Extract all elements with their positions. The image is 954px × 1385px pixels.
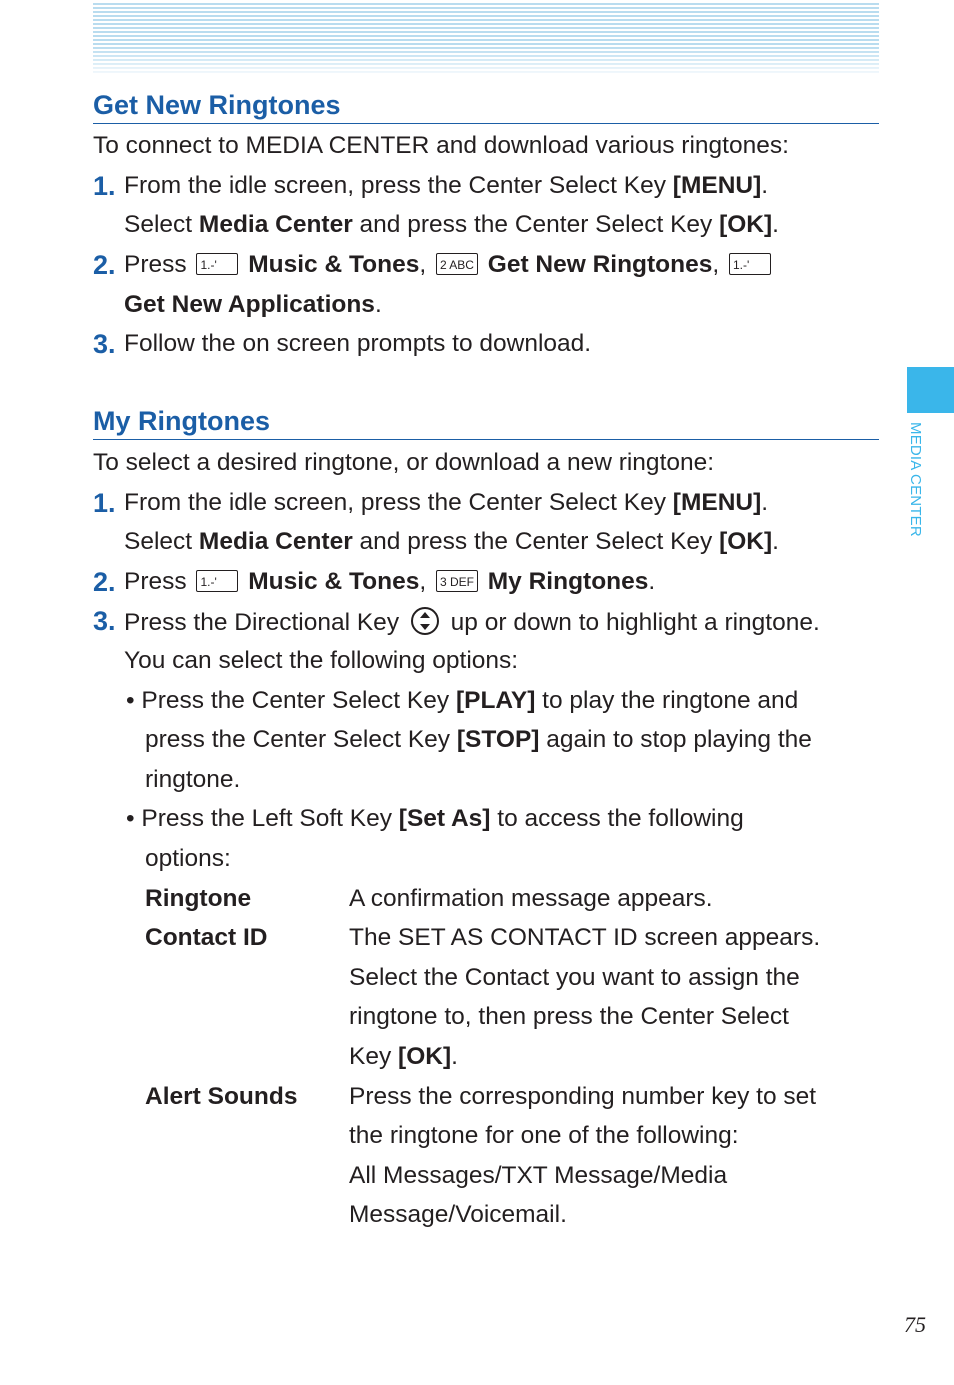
key-3-icon: 3 DEF [436,570,478,592]
option-term: Contact ID [145,924,268,951]
section-heading-get-new-ringtones: Get New Ringtones [93,88,879,124]
step-text: From the idle screen, press the Center Select Key [MENU]. [124,489,769,516]
bullet-text: options: [145,845,231,872]
step-text: Press the Directional Key up or down to highlight a ringtone. [124,606,820,638]
step-number: 3. [93,606,116,636]
step-number: 1. [93,171,116,201]
key-1-icon: 1.-' [729,253,771,275]
step-number: 1. [93,488,116,518]
option-description: the ringtone for one of the following: [349,1122,739,1149]
option-description: All Messages/TXT Message/Media [349,1162,728,1189]
option-term: Ringtone [145,885,252,912]
key-1-icon: 1.-' [196,253,238,275]
bullet-text: press the Center Select Key [STOP] again to stop playing the [145,726,812,753]
bullet-text: • Press the Center Select Key [PLAY] to play the ringtone and [126,687,799,714]
bullet-text: ringtone. [145,766,241,793]
step-text: Select Media Center and press the Center Select Key [OK]. [124,211,779,238]
option-description: A confirmation message appears. [349,885,713,912]
step-text: Get New Applications. [124,291,382,318]
step-text: Select Media Center and press the Center Select Key [OK]. [124,528,779,555]
page-number: 75 [904,1312,926,1337]
step-text: Press 1.-' Music & Tones, 3 DEF My Ringtones. [124,568,656,595]
option-description: Key [OK]. [349,1043,458,1070]
section-tab-marker [907,367,954,413]
key-2-icon: 2 ABC [436,253,478,275]
option-description: The SET AS CONTACT ID screen appears. [349,924,821,951]
step-text: From the idle screen, press the Center Select Key [MENU]. [124,172,769,199]
step-number: 2. [93,567,116,597]
intro-text: To select a desired ringtone, or download a new ringtone: [93,449,715,476]
step-number: 2. [93,250,116,280]
option-term: Alert Sounds [145,1083,298,1110]
step-text: Press 1.-' Music & Tones, 2 ABC Get New Ringtones, 1.-' [124,250,774,280]
section-heading-my-ringtones: My Ringtones [93,404,879,440]
header-decoration [93,3,879,75]
step-text: You can select the following options: [124,647,519,674]
step-number: 3. [93,329,116,359]
option-description: Select the Contact you want to assign the [349,964,800,991]
key-1-icon: 1.-' [196,570,238,592]
step-text: Follow the on screen prompts to download. [124,330,592,357]
bullet-text: • Press the Left Soft Key [Set As] to access the following [126,805,744,832]
option-description: ringtone to, then press the Center Select [349,1003,789,1030]
intro-text: To connect to MEDIA CENTER and download various ringtones: [93,132,789,159]
option-description: Press the corresponding number key to set [349,1083,817,1110]
side-section-label: MEDIA CENTER [907,422,924,537]
option-description: Message/Voicemail. [349,1201,567,1228]
directional-key-icon [410,606,440,636]
